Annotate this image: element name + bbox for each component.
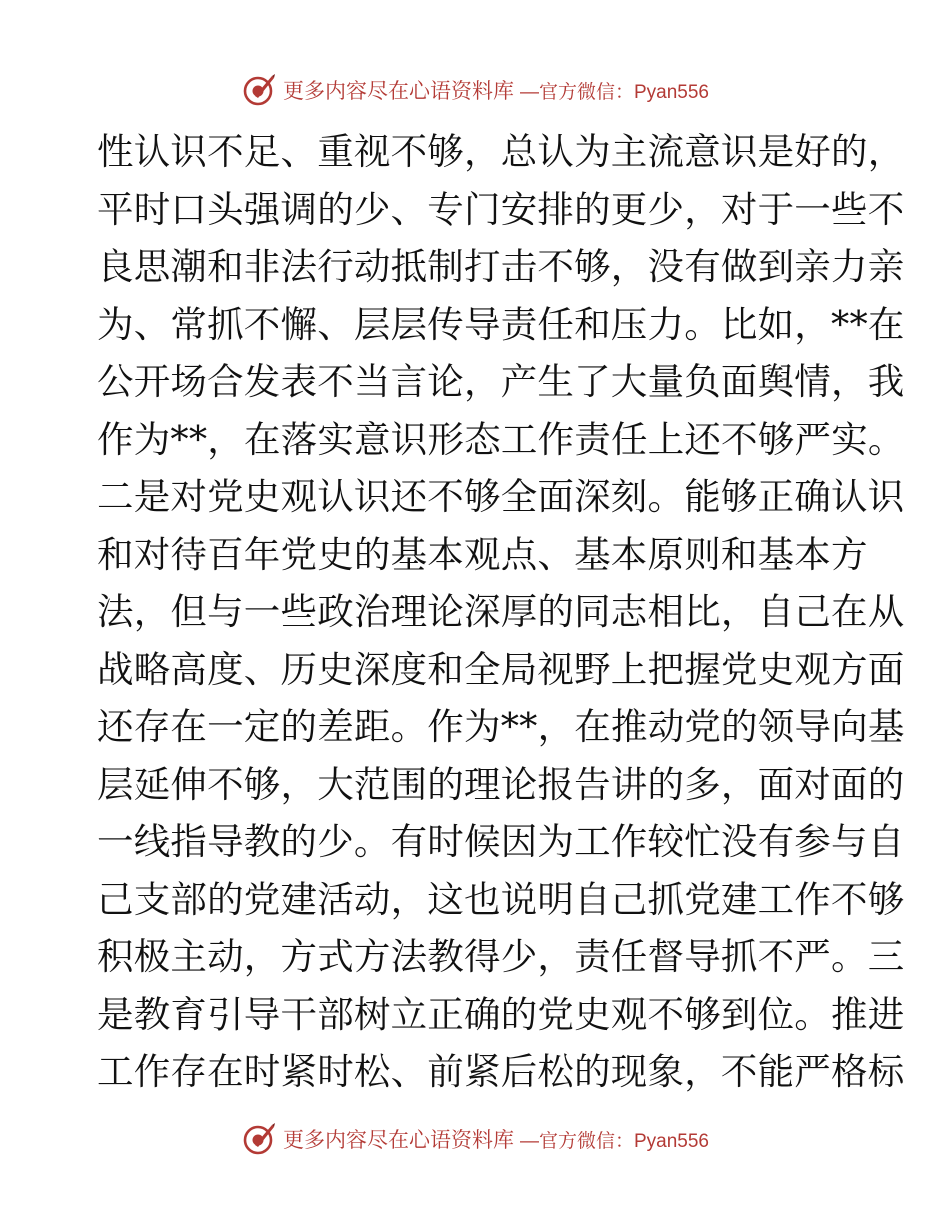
header-watermark-banner [0,70,950,110]
body-line: 工作存在时紧时松、前紧后松的现象，不能严格标 [97,1050,905,1093]
body-line: 积极主动，方式方法教得少，责任督导抓不严。三 [97,935,905,978]
quill-pen-logo-icon [241,72,277,108]
wechat-text: —官方微信：Pyan556 [519,81,709,103]
body-line: 一线指导教的少。有时候因为工作较忙没有参与自 [97,820,905,863]
body-line: 平时口头强调的少、专门安排的更少，对于一些不 [97,187,905,231]
brand-text: 更多内容尽在心语资料库 [282,1128,514,1152]
body-line: 和对待百年党史的基本观点、基本原则和基本方 [97,532,868,576]
body-line: 性认识不足、重视不够，总认为主流意识是好的， [97,130,905,173]
body-line: 良思潮和非法行动抵制打击不够，没有做到亲力亲 [97,245,905,288]
quill-pen-logo-icon [241,1121,277,1157]
wechat-text: —官方微信：Pyan556 [519,1130,709,1152]
body-line: 二是对党史观认识还不够全面深刻。能够正确认识 [97,475,905,518]
body-line: 战略高度、历史深度和全局视野上把握党史观方面 [97,647,905,691]
body-line: 作为**，在落实意识形态工作责任上还不够严实。 [97,417,905,461]
body-line: 还存在一定的差距。作为**，在推动党的领导向基 [97,705,905,748]
document-body [97,123,905,1101]
body-line: 法，但与一些政治理论深厚的同志相比，自己在从 [97,590,905,633]
body-line: 是教育引导干部树立正确的党史观不够到位。推进 [97,992,905,1036]
body-line: 层延伸不够，大范围的理论报告讲的多，面对面的 [97,762,905,806]
body-line: 己支部的党建活动，这也说明自己抓党建工作不够 [97,877,905,921]
footer-watermark-banner [0,1119,950,1159]
brand-text: 更多内容尽在心语资料库 [282,79,514,103]
body-line: 为、常抓不懈、层层传导责任和压力。比如，**在 [97,302,905,346]
body-line: 公开场合发表不当言论，产生了大量负面舆情，我 [97,360,905,403]
